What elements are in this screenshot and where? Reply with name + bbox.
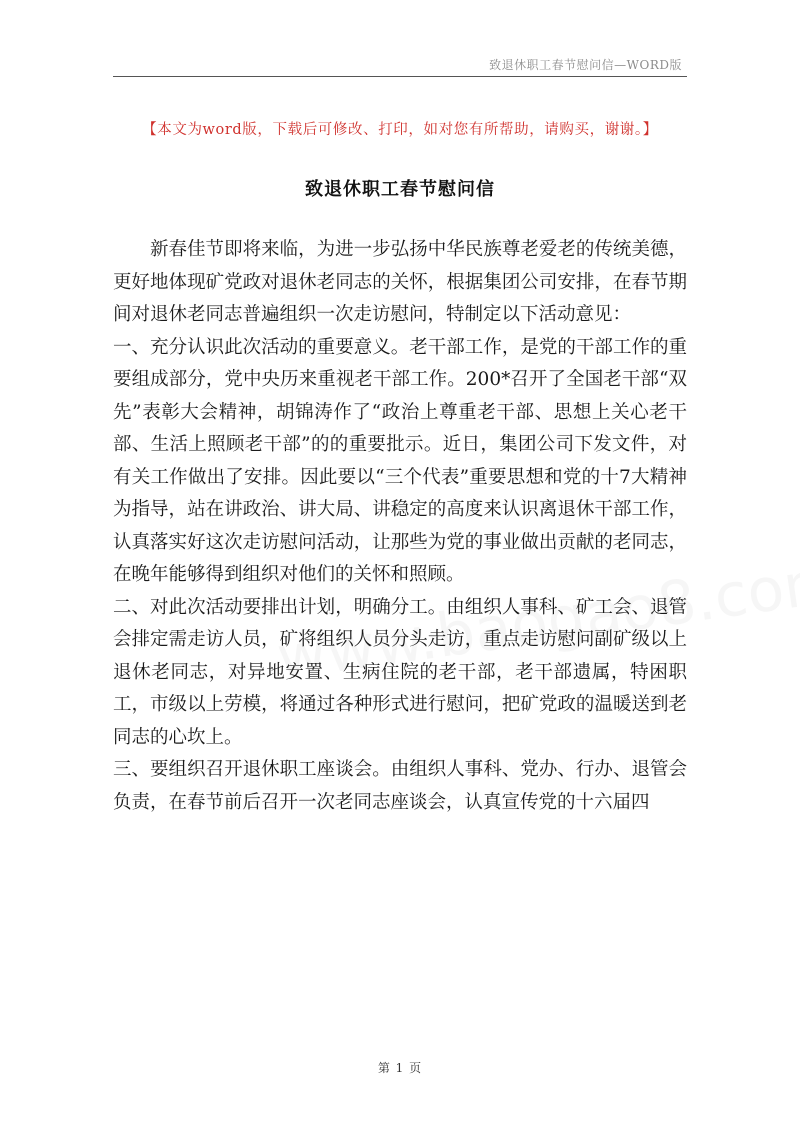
purchase-notice: 【本文为word版，下载后可修改、打印，如对您有所帮助，请购买，谢谢。】 [142,122,658,138]
paragraph-intro: 新春佳节即将来临，为进一步弘扬中华民族尊老爱老的传统美德，更好地体现矿党政对退休老同志的关怀，根据集团公司安排，在春节期间对退休老同志普遍组织一次走访慰问，特制定以下活动意见： [113,239,687,325]
paragraph-section-3: 三、要组织召开退休职工座谈会。由组织人事科、党办、行办、退管会负责，在春节前后召开一次老同志座谈会，认真宣传党的十六届四 [113,759,687,813]
document-title: 致退休职工春节慰问信 [305,179,495,200]
paragraph-section-2: 二、对此次活动要排出计划，明确分工。由组织人事科、矿工会、退管会排定需走访人员，矿将组织人员分头走访，重点走访慰问副矿级以上退休老同志，对异地安置、生病住院的老干部，老干部遗属，特困职工，市级以上劳模，将通过各种形式进行慰问，把矿党政的温暖送到老同志的心坎上。 [113,596,687,748]
header-divider [113,76,687,77]
running-header: 致退休职工春节慰问信—WORD版 [489,58,682,72]
page-number: 第 1 页 [377,1061,423,1075]
paragraph-section-1: 一、充分认识此次活动的重要意义。老干部工作，是党的干部工作的重要组成部分，党中央历来重视老干部工作。200*召开了全国老干部“双先”表彰大会精神，胡锦涛作了“政治上尊重老干部、思想上关心老干部、生活上照顾老干部”的的重要批示。近日，集团公司下发文件，对有关工作做出了安排。因此要以“三个代表”重要思想和党的十7大精神为指导，站在讲政治、讲大局、讲稳定的高度来认识离退休干部工作，认真落实好这次走访慰问活动，让那些为党的事业做出贡献的老同志，在晚年能够得到组织对他们的关怀和照顾。 [113,336,687,585]
document-body [113,234,687,819]
